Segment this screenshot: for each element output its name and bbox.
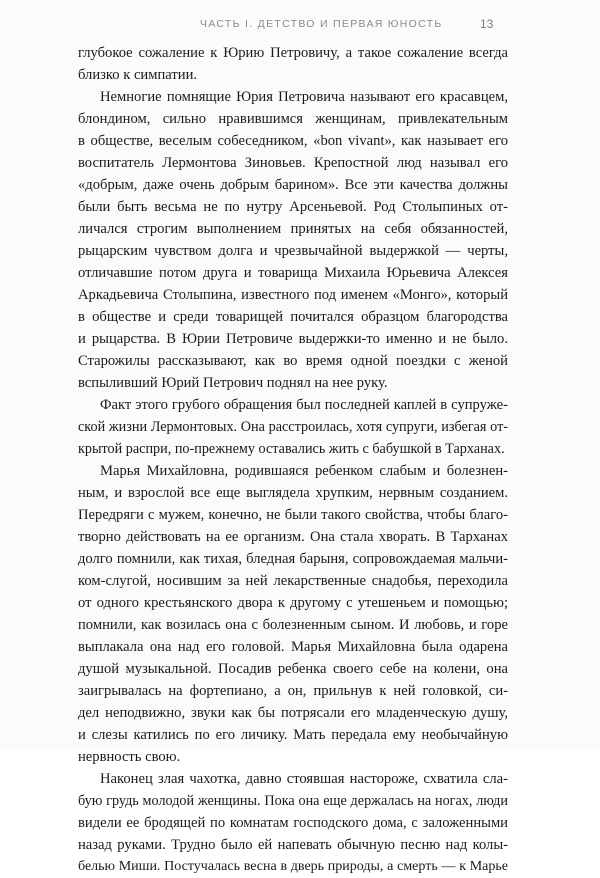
text-line: и слезы катились по его личику. Мать передала ему необычайную bbox=[78, 727, 508, 743]
paragraph bbox=[78, 86, 508, 394]
paragraph bbox=[78, 768, 508, 878]
text-line: назад руками. Трудно было ей напевать обычную песню над колы- bbox=[78, 837, 508, 853]
text-line: Марья Михайловна, родившаяся ребенком слабым и болезнен- bbox=[100, 463, 508, 479]
text-line: близко к симпатии. bbox=[78, 67, 198, 83]
text-line: рыцарским чувством долга и чрезвычайной выдержкой — черты, bbox=[78, 243, 508, 259]
running-head bbox=[0, 14, 600, 34]
text-line: Наконец злая чахотка, давно стоявшая настороже, схватила сла- bbox=[100, 771, 508, 787]
text-line: помнили, как возилась она с болезненным сыном. И любовь, и горе bbox=[78, 617, 508, 633]
text-line: вспыливший Юрий Петрович поднял на нее руку. bbox=[78, 375, 388, 391]
text-line: Факт этого грубого обращения был последней каплей в супруже- bbox=[100, 397, 508, 413]
text-line: «добрым, даже очень добрым барином». Все эти качества должны bbox=[78, 177, 508, 193]
text-line: от одного крестьянского двора к другому с утешеньем и помощью; bbox=[78, 595, 508, 611]
text-line: ным, и взрослой все еще выглядела хрупким, нервным созданием. bbox=[78, 485, 508, 501]
text-line: блондином, сильно нравившимся женщинам, привлекательным bbox=[78, 111, 508, 127]
paragraph bbox=[78, 460, 508, 768]
text-line: крытой распри, по-прежнему оставались жить с бабушкой в Тарханах. bbox=[78, 441, 505, 457]
text-line: и рыцарства. В Юрии Петровиче выдержки-то именно и не было. bbox=[78, 331, 508, 347]
text-line: нервность свою. bbox=[78, 749, 181, 765]
text-line: в обществе и среди товарищей почитался образцом благородства bbox=[78, 309, 508, 325]
body-text bbox=[78, 42, 508, 878]
text-line: видели ее бродящей по комнатам господского дома, с заложенными bbox=[78, 815, 508, 831]
text-line: отличавшие потом друга и товарища Михаила Юрьевича Алексея bbox=[78, 265, 508, 281]
text-line: Аркадьевича Столыпина, известного под именем «Монго», который bbox=[78, 287, 508, 303]
paragraph bbox=[78, 394, 508, 460]
text-line: ской жизни Лермонтовых. Она расстроилась, хотя супруги, избегая от- bbox=[78, 419, 508, 435]
text-line: Немногие помнящие Юрия Петровича называют его красавцем, bbox=[100, 89, 508, 105]
text-line: дел неподвижно, звуки как бы потрясали его младенческую душу, bbox=[78, 705, 508, 721]
text-line: душой музыкальной. Посадив ребенка своего себе на колени, она bbox=[78, 661, 508, 677]
text-line: личался строгим выполнением принятых на себя обязанностей, bbox=[78, 221, 508, 237]
text-line: ком-слугой, носившим за ней лекарственные снадобья, переходила bbox=[78, 573, 508, 589]
text-line: воспитатель Лермонтова Зиновьев. Крепостной люд называл его bbox=[78, 155, 508, 171]
text-line: глубокое сожаление к Юрию Петровичу, а такое сожаление всегда bbox=[78, 45, 508, 61]
text-line: Передряги с мужем, конечно, не были такого свойства, чтобы благо- bbox=[78, 507, 508, 523]
text-line: творно действовать на ее организм. Она стала хворать. В Тарханах bbox=[78, 529, 508, 545]
running-head-title: ЧАСТЬ I. ДЕТСТВО И ПЕРВАЯ ЮНОСТЬ bbox=[200, 18, 443, 30]
text-line: заигрывалась на фортепиано, а он, прильнув к ней головкой, си- bbox=[78, 683, 508, 699]
page-number: 13 bbox=[480, 17, 494, 31]
text-line: белью Миши. Постучалась весна в дверь природы, а смерть — к Марье bbox=[78, 859, 508, 874]
text-line: долго помнили, как тихая, бледная барыня, сопровождаемая мальчи- bbox=[78, 551, 508, 567]
text-line: были быть весьма не по нутру Арсеньевой. Род Столыпиных от- bbox=[78, 199, 508, 215]
text-line: Старожилы рассказывают, как во время одной поездки с женой bbox=[78, 353, 508, 369]
text-line: выплакала она над его головой. Марья Михайловна была одарена bbox=[78, 639, 508, 655]
paragraph bbox=[78, 42, 508, 86]
text-line: в обществе, веселым собеседником, «bon vivant», как называет его bbox=[78, 133, 508, 149]
text-line: бую грудь молодой женщины. Пока она еще держалась на ногах, люди bbox=[78, 793, 508, 809]
